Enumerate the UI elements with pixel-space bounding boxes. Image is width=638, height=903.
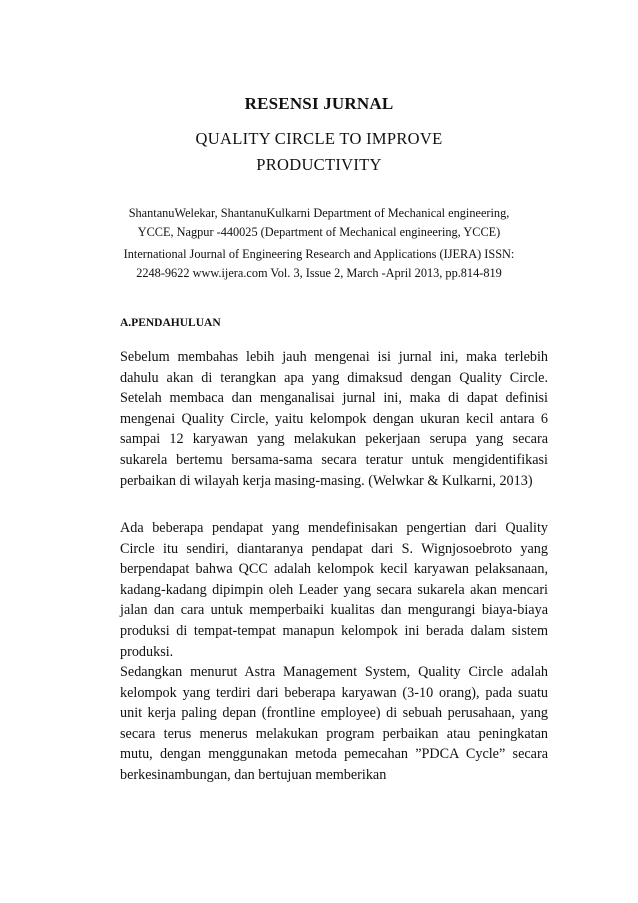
document-subtitle: QUALITY CIRCLE TO IMPROVE PRODUCTIVITY — [195, 129, 443, 174]
journal-citation: International Journal of Engineering Research and Applications (IJERA) ISSN: 2248-9622 www.ijera.com Vol. 3, Issue 2, March -April 2013, pp.814-819 — [123, 247, 515, 280]
paragraph-3: Sedangkan menurut Astra Management System, Quality Circle adalah kelompok yang terdiri dari beberapa karyawan (3-10 orang), pada suatu unit kerja paling depan (frontline employee) di sebuah perusahaan, yang secara terus menerus melakukan program perbaikan atau peningkatan mutu, dengan menggunakan metoda pemecahan ”PDCA Cycle” secara berkesinambungan, dan bertujuan memberikan — [120, 664, 548, 783]
authors-affiliation: ShantanuWelekar, ShantanuKulkarni Department of Mechanical engineering, YCCE, Nagpur -440025 (Department of Mechanical engineering, YCCE) — [128, 206, 510, 239]
section-heading: A.PENDAHULUAN — [120, 317, 221, 329]
paragraph-2: Ada beberapa pendapat yang mendefinisakan pengertian dari Quality Circle itu sendiri, diantaranya pendapat dari S. Wignjosoebroto yang berpendapat bahwa QCC adalah kelompok kecil karyawan pelaksanaan, kadang-kadang dipimpin oleh Leader yang secara sukarela akan mencari jalan dan cara untuk memperbaiki kualitas dan mengurangi biaya-biaya produksi di tempat-tempat manapun kelompok ini berada dalam sistem produksi. — [120, 520, 548, 660]
paragraph-1: Sebelum membahas lebih jauh mengenai isi jurnal ini, maka terlebih dahulu akan di terangkan apa yang dimaksud dengan Quality Circle. Setelah membaca dan menganalisai jurnal ini, maka di dapat definisi mengenai Quality Circle, yaitu kelompok dengan ukuran kecil antara 6 sampai 12 karyawan yang melakukan pekerjaan serupa yang secara sukarela bertemu bersama-sama secara teratur untuk mengidentifikasi perbaikan di wilayah kerja masing-masing. (Welwkar & Kulkarni, 2013) — [120, 349, 548, 489]
document-title: RESENSI JURNAL — [244, 94, 394, 113]
